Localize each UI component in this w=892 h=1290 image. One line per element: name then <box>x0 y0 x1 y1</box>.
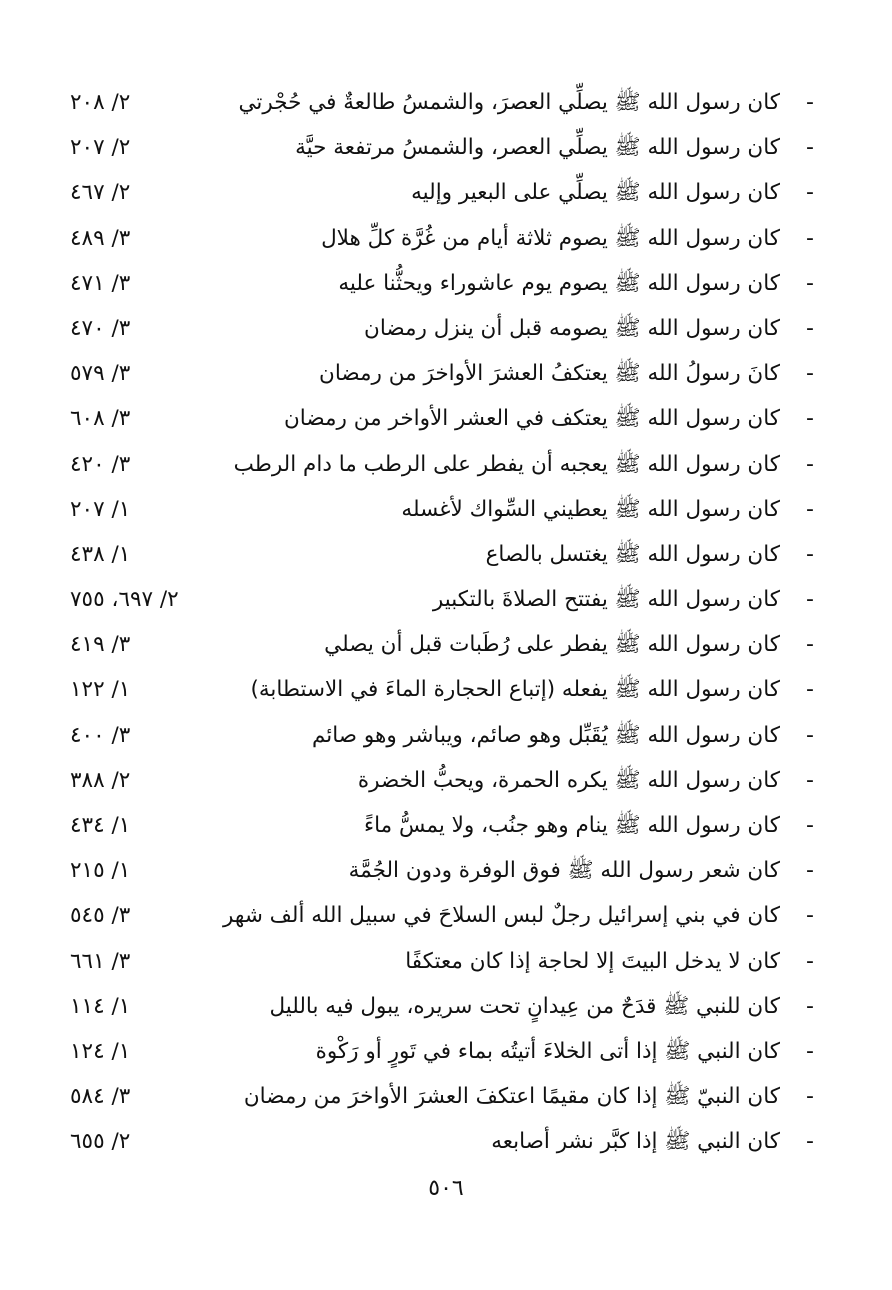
entry-text: كان رسول الله ﷺ ينام وهو جنُب، ولا يمسُّ ماءً <box>364 813 780 838</box>
entry-reference: ٣/ ٤٧١ <box>70 270 131 296</box>
entry-text: كان رسول الله ﷺ يغتسل بالصاع <box>485 541 780 567</box>
entry-reference: ٣/ ٤٠٠ <box>70 722 131 748</box>
index-entry <box>70 1074 822 1119</box>
entry-reference: ٣/ ٤١٩ <box>70 632 131 658</box>
entry-reference: ٢/ ٢٠٨ <box>70 90 131 115</box>
entry-text: كان لا يدخل البيتَ إلا لحاجة إذا كان معتكفًا <box>405 948 780 974</box>
index-entry <box>70 713 822 758</box>
entry-reference: ١/ ٢١٥ <box>70 858 131 884</box>
entry-reference: ٣/ ٥٤٥ <box>70 903 131 929</box>
entry-dash: - <box>806 993 814 1019</box>
entry-reference: ٣/ ٤٧٠ <box>70 315 131 341</box>
entry-dash: - <box>806 270 814 296</box>
hadith-index-list <box>70 80 822 1165</box>
entry-text: كان النبيّ ﷺ إذا كان مقيمًا اعتكفَ العشرَ الأواخرَ من رمضان <box>243 1084 780 1110</box>
entry-reference: ١/ ٤٣٤ <box>70 813 131 838</box>
entry-reference: ٣/ ٦٠٨ <box>70 406 131 432</box>
index-entry <box>70 351 822 396</box>
entry-reference: ١/ ١١٤ <box>70 993 131 1019</box>
entry-text: كان رسول الله ﷺ يصومه قبل أن ينزل رمضان <box>364 315 780 341</box>
index-entry <box>70 667 822 712</box>
entry-text: كان رسول الله ﷺ يعتكف في العشر الأواخر من رمضان <box>284 406 780 432</box>
entry-dash: - <box>806 767 814 793</box>
entry-reference: ٣/ ٦٦١ <box>70 948 131 974</box>
entry-dash: - <box>806 541 814 567</box>
entry-text: كان رسول الله ﷺ يصوم ثلاثة أيام من غُرَّة كلِّ هلال <box>321 225 780 251</box>
entry-dash: - <box>806 135 814 161</box>
entry-dash: - <box>806 406 814 432</box>
entry-reference: ٢/ ٢٠٧ <box>70 135 131 161</box>
index-entry <box>70 261 822 306</box>
entry-text: كان رسول الله ﷺ يصوم يوم عاشوراء ويحثُّنا عليه <box>338 270 780 296</box>
entry-text: كان رسول الله ﷺ يفطر على رُطَبات قبل أن يصلي <box>324 632 780 658</box>
entry-dash: - <box>806 677 814 703</box>
index-entry <box>70 939 822 984</box>
entry-text: كان رسول الله ﷺ يفعله (إتباع الحجارة الماءَ في الاستطابة) <box>250 677 780 703</box>
entry-reference: ٢/ ٤٦٧ <box>70 180 131 206</box>
index-entry <box>70 1029 822 1074</box>
entry-text: كان النبي ﷺ إذا أتى الخلاءَ أتيتُه بماء في تَورٍ أو رَكْوة <box>315 1038 780 1064</box>
index-entry <box>70 577 822 622</box>
entry-reference: ٢/ ٦٩٧، ٧٥٥ <box>70 587 179 613</box>
entry-dash: - <box>806 90 814 115</box>
index-entry <box>70 803 822 848</box>
entry-reference: ٢/ ٦٥٥ <box>70 1129 131 1155</box>
index-entry <box>70 532 822 577</box>
entry-reference: ٣/ ٥٧٩ <box>70 361 131 387</box>
entry-text: كانَ رسولُ الله ﷺ يعتكفُ العشرَ الأواخرَ من رمضان <box>319 361 780 387</box>
index-entry <box>70 442 822 487</box>
entry-text: كان رسول الله ﷺ يعجبه أن يفطر على الرطب ما دام الرطب <box>233 451 780 477</box>
entry-dash: - <box>806 903 814 929</box>
index-entry <box>70 306 822 351</box>
entry-dash: - <box>806 948 814 974</box>
index-entry <box>70 487 822 532</box>
entry-reference: ٢/ ٣٨٨ <box>70 767 131 793</box>
entry-dash: - <box>806 180 814 206</box>
index-entry <box>70 758 822 803</box>
entry-dash: - <box>806 1084 814 1110</box>
page-number: ٥٠٦ <box>428 1176 464 1201</box>
index-entry <box>70 1119 822 1164</box>
entry-dash: - <box>806 1038 814 1064</box>
entry-text: كان في بني إسرائيل رجلٌ لبس السلاحَ في سبيل الله ألف شهر <box>223 903 780 929</box>
entry-dash: - <box>806 858 814 884</box>
entry-dash: - <box>806 451 814 477</box>
index-entry <box>70 125 822 170</box>
index-entry <box>70 622 822 667</box>
entry-dash: - <box>806 496 814 522</box>
entry-text: كان النبي ﷺ إذا كبَّر نشر أصابعه <box>491 1129 780 1155</box>
entry-dash: - <box>806 1129 814 1155</box>
entry-dash: - <box>806 632 814 658</box>
entry-text: كان رسول الله ﷺ يعطيني السِّواك لأغسله <box>401 496 780 522</box>
entry-dash: - <box>806 813 814 838</box>
entry-text: كان رسول الله ﷺ يكره الحمرة، ويحبُّ الخضرة <box>357 767 780 793</box>
index-entry <box>70 80 822 125</box>
index-entry <box>70 216 822 261</box>
entry-reference: ١/ ٢٠٧ <box>70 496 131 522</box>
entry-text: كان رسول الله ﷺ يُقَبِّل وهو صائم، ويباشر وهو صائم <box>311 722 780 748</box>
entry-reference: ١/ ١٢٢ <box>70 677 131 703</box>
entry-reference: ١/ ٤٣٨ <box>70 541 131 567</box>
entry-text: كان رسول الله ﷺ يفتتح الصلاةَ بالتكبير <box>432 587 780 613</box>
entry-text: كان رسول الله ﷺ يصلِّي على البعير وإليه <box>411 180 780 206</box>
entry-reference: ٣/ ٥٨٤ <box>70 1084 131 1110</box>
entry-dash: - <box>806 361 814 387</box>
entry-dash: - <box>806 587 814 613</box>
index-entry <box>70 396 822 441</box>
entry-reference: ١/ ١٢٤ <box>70 1038 131 1064</box>
entry-reference: ٣/ ٤٨٩ <box>70 225 131 251</box>
index-entry <box>70 170 822 215</box>
entry-dash: - <box>806 722 814 748</box>
entry-text: كان للنبي ﷺ قدَحٌ من عِيدانٍ تحت سريره، يبول فيه بالليل <box>269 993 780 1019</box>
entry-dash: - <box>806 225 814 251</box>
entry-reference: ٣/ ٤٢٠ <box>70 451 131 477</box>
entry-text: كان رسول الله ﷺ يصلِّي العصر، والشمسُ مرتفعة حيَّة <box>295 135 780 161</box>
entry-dash: - <box>806 315 814 341</box>
index-entry <box>70 984 822 1029</box>
index-entry <box>70 848 822 893</box>
entry-text: كان شعر رسول الله ﷺ فوق الوفرة ودون الجُمَّة <box>348 858 780 884</box>
index-entry <box>70 893 822 938</box>
entry-text: كان رسول الله ﷺ يصلِّي العصرَ، والشمسُ طالعةٌ في حُجْرتي <box>238 90 780 115</box>
